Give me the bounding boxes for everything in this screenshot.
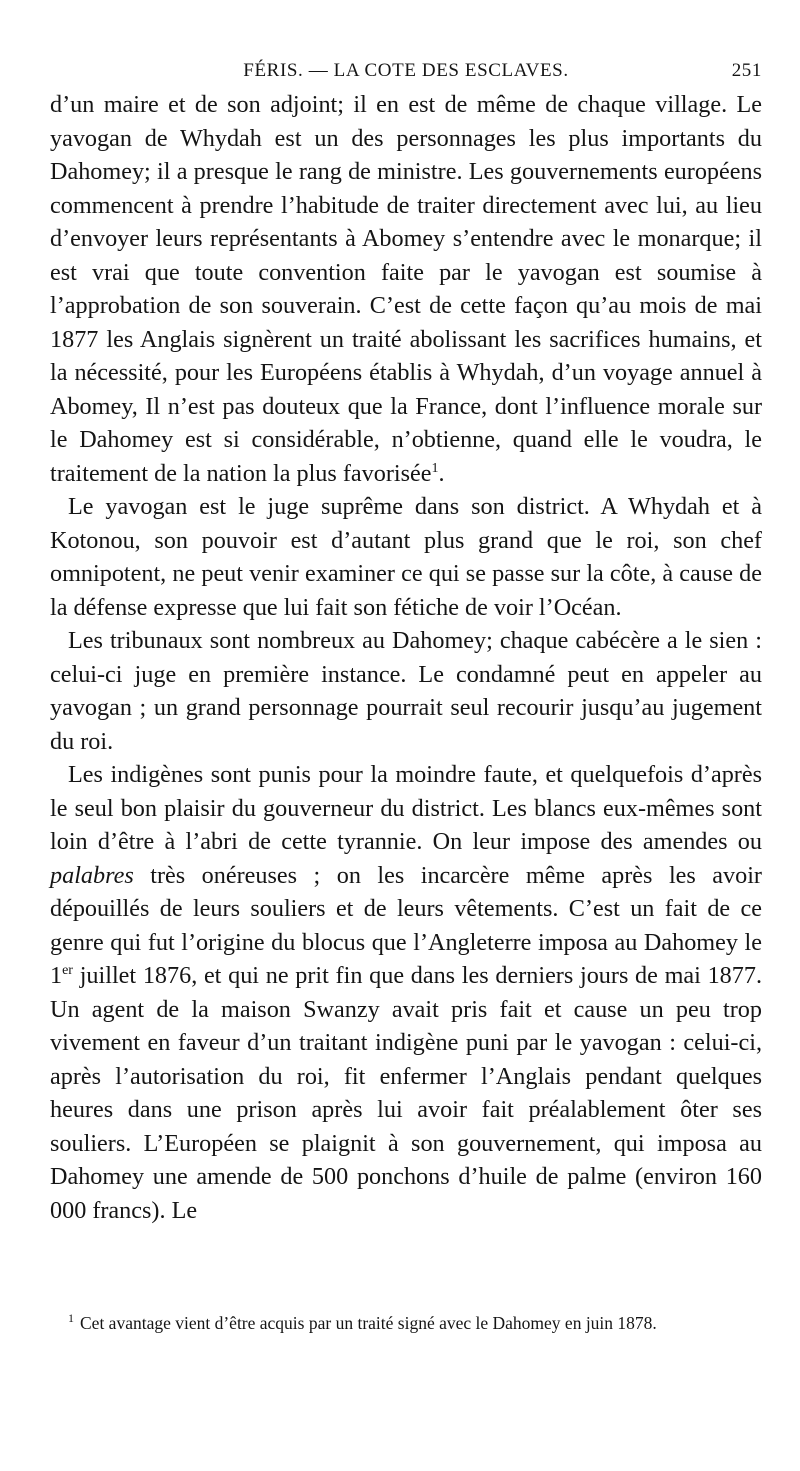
text-run: Les tribunaux sont nombreux au Dahomey; chaque cabécère a le sien : celui-ci juge en première instance. Le condamné peut en appeler au yavogan ; un grand personnage pourrait seul recourir jusqu’au jugement du roi. [50,627,762,755]
footnote-mark: 1 [68,1311,74,1326]
text-run: juillet 1876, et qui ne prit fin que dans les derniers jours de mai 1877. Un agent de la maison Swanzy avait pris fait et cause un peu trop vivement en faveur d’un traitant indigène puni par le yavogan : celui-ci, après l’autorisation du roi, fit enfermer l’Anglais pendant quelques heures dans une prison après lui avoir fait préalablement ôter ses souliers. L’Européen se plaignit à son gouvernement, qui imposa au Dahomey une amende de 500 ponchons d’huile de palme (environ 160 000 francs). Le [50,962,762,1224]
page-number: 251 [731,60,762,81]
running-head [50,60,762,90]
text-run: Les indigènes sont punis pour la moindre faute, et quelquefois d’après le seul bon plaisir du gouverneur du district. Les blancs eux-mêmes sont loin d’être à l’abri de cette tyrannie. On leur impose des amendes ou [50,761,762,855]
superscript: er [62,962,73,978]
text-run: Le yavogan est le juge suprême dans son district. A Whydah et à Kotonou, son pouvoir est d’autant plus grand que le roi, son chef omnipotent, ne peut venir examiner ce qui se passe sur la côte, à cause de la défense expresse que lui fait son fétiche de voir l’Océan. [50,493,762,621]
paragraph [50,758,762,1227]
footnotes [50,1310,762,1336]
footnote [50,1310,762,1336]
running-head-title: FÉRIS. — LA COTE DES ESCLAVES. [243,60,569,81]
paragraph [50,624,762,758]
paragraph [50,88,762,490]
text-run: très onéreuses ; on les incarcère même après les avoir dépouillés de leurs souliers et de leurs vêtements. C’est un fait de ce genre qui fut l’origine du blocus que l’Angleterre imposa au Dahomey le 1 [50,861,762,989]
footnote-text: Cet avantage vient d’être acquis par un traité signé avec le Dahomey en juin 1878. [80,1313,657,1333]
text-run: . [438,459,445,487]
superscript: 1 [431,460,439,476]
italic-term: palabres [50,861,134,889]
body-text [50,88,762,1227]
paragraph [50,490,762,624]
text-run: d’un maire et de son adjoint; il en est de même de chaque village. Le yavogan de Whydah est un des personnages les plus importants du Dahomey; il a presque le rang de ministre. Les gouvernements européens commencent à prendre l’habitude de traiter directement avec lui, au lieu d’envoyer leurs représentants à Abomey s’entendre avec le monarque; il est vrai que toute convention faite par le yavogan est soumise à l’approbation de son souverain. C’est de cette façon qu’au mois de mai 1877 les Anglais signèrent un traité abolissant les sacrifices humains, et la nécessité, pour les Européens établis à Whydah, d’un voyage annuel à Abomey, Il n’est pas douteux que la France, dont l’influence morale sur le Dahomey est si considérable, n’obtienne, quand elle le voudra, le traitement de la nation la plus favorisée [50,91,762,487]
